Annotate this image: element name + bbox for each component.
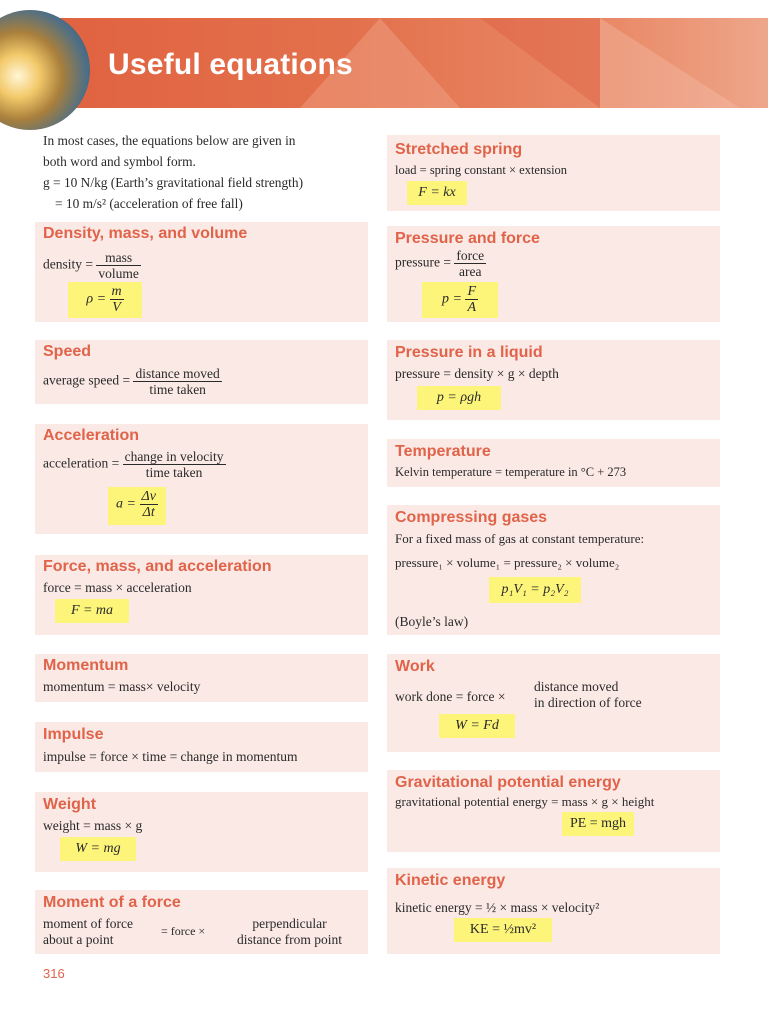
numerator: Δv [141,489,156,504]
moment-text: perpendicular [252,916,327,931]
work-text: in direction of force [534,695,642,710]
work-lhs: work done = force × [395,689,506,704]
fraction [454,248,486,279]
denominator: area [458,264,482,279]
gases-text: For a fixed mass of gas at constant temperature: [395,531,645,546]
acceleration-box [35,424,368,534]
moment-right [237,916,342,948]
header-banner [0,18,768,108]
work-rhs [534,679,642,711]
fraction [123,449,226,480]
section-title: Pressure in a liquid [395,344,543,361]
word-equation: Kelvin temperature = temperature in °C + 273 [395,465,627,479]
symbol-equation: W = mg [60,837,136,861]
numerator: change in velocity [124,449,224,464]
numerator: mass [96,250,141,266]
moment-left [43,916,133,948]
word-equation: force = mass × acceleration [43,580,192,595]
denominator: A [467,300,476,315]
intro-line: g = 10 N/kg (Earth’s gravitational field strength) [43,175,304,190]
section-title: Impulse [43,726,104,743]
lhs: ρ = [86,291,107,307]
work-text: distance moved [534,679,619,694]
lhs: density = [43,256,93,272]
word-equation [43,250,141,281]
moment-box [35,890,368,954]
numerator: distance moved [135,366,220,381]
symbol-equation: W = Fd [439,714,515,738]
word-equation: weight = mass × g [43,818,143,833]
section-title: Speed [43,343,92,360]
density-box [35,222,368,322]
denominator: volume [98,266,139,281]
lhs: pressure = [395,254,451,270]
force-mass-acceleration-box [35,555,368,635]
banner-decoration [600,18,740,108]
symbol-equation: F = ma [55,599,129,623]
section-title: Compressing gases [395,509,548,526]
speed-box [35,340,368,404]
momentum-box [35,654,368,702]
weight-box [35,792,368,872]
lhs: a = [116,496,136,512]
fraction [110,284,124,315]
section-title: Temperature [395,443,491,460]
lhs: p = [441,291,462,307]
symbol-equation: PE = mgh [562,812,634,836]
moment-text: moment of force [43,916,133,931]
symbol-equation: KE = ½mv² [454,918,552,942]
section-title: Moment of a force [43,894,181,911]
temperature-box [387,439,720,487]
moment-middle: = force × [161,924,206,938]
moment-text: about a point [43,932,114,947]
word-equation: pressure = density × g × depth [395,366,559,381]
symbol-equation: F = kx [407,181,467,205]
intro-line: In most cases, the equations below are given in [43,133,296,148]
symbol-equation: p = ρgh [417,386,501,410]
word-equation: impulse = force × time = change in momentum [43,749,298,764]
lhs: acceleration = [43,455,120,471]
section-title: Weight [43,796,97,813]
fraction [133,366,221,397]
intro-line: = 10 m/s² (acceleration of free fall) [55,196,243,211]
page-title: Useful equations [108,48,353,81]
section-title: Gravitational potential energy [395,774,621,791]
lhs: average speed = [43,372,131,388]
denominator: time taken [149,382,206,397]
symbol-equation [108,487,166,525]
boyles-law-note: (Boyle’s law) [395,614,469,629]
denominator: V [112,300,121,315]
fraction [465,284,478,315]
word-equation [395,248,486,279]
intro-line: both word and symbol form. [43,154,196,169]
gases-box [387,505,720,635]
word-equation [43,449,226,480]
ke-box [387,868,720,954]
numerator: m [111,284,122,299]
word-equation: momentum = mass× velocity [43,679,201,694]
section-title: Kinetic energy [395,872,506,889]
liquid-pressure-box [387,340,720,420]
numerator: F [467,284,476,299]
denominator: time taken [145,465,203,480]
intro-text [43,130,363,214]
symbol-equation [68,282,142,318]
section-title: Pressure and force [395,230,540,247]
fraction [140,489,158,520]
word-equation [43,366,222,397]
section-title: Force, mass, and acceleration [43,558,272,575]
work-box [387,654,720,752]
numerator: force [456,248,485,263]
moment-text: distance from point [237,932,342,947]
denominator: Δt [142,505,155,520]
fraction [96,250,141,281]
symbol-equation: p₁V₁ = p₂V₂ [489,577,581,603]
gpe-box [387,770,720,852]
section-title: Work [395,658,435,675]
pressure-box [387,226,720,322]
section-title: Momentum [43,657,129,674]
page-number: 316 [43,966,65,981]
word-equation: pressure₁ × volume₁ = pressure₂ × volume₂ [395,555,620,570]
symbol-equation [422,282,498,318]
word-equation: load = spring constant × extension [395,163,568,177]
banner-decoration [480,18,600,108]
word-equation: kinetic energy = ½ × mass × velocity² [395,900,600,915]
section-title: Density, mass, and volume [43,225,248,242]
section-title: Stretched spring [395,141,523,158]
spring-box [387,135,720,211]
word-equation: gravitational potential energy = mass × g × height [395,794,655,809]
impulse-box [35,722,368,772]
section-title: Acceleration [43,427,140,444]
